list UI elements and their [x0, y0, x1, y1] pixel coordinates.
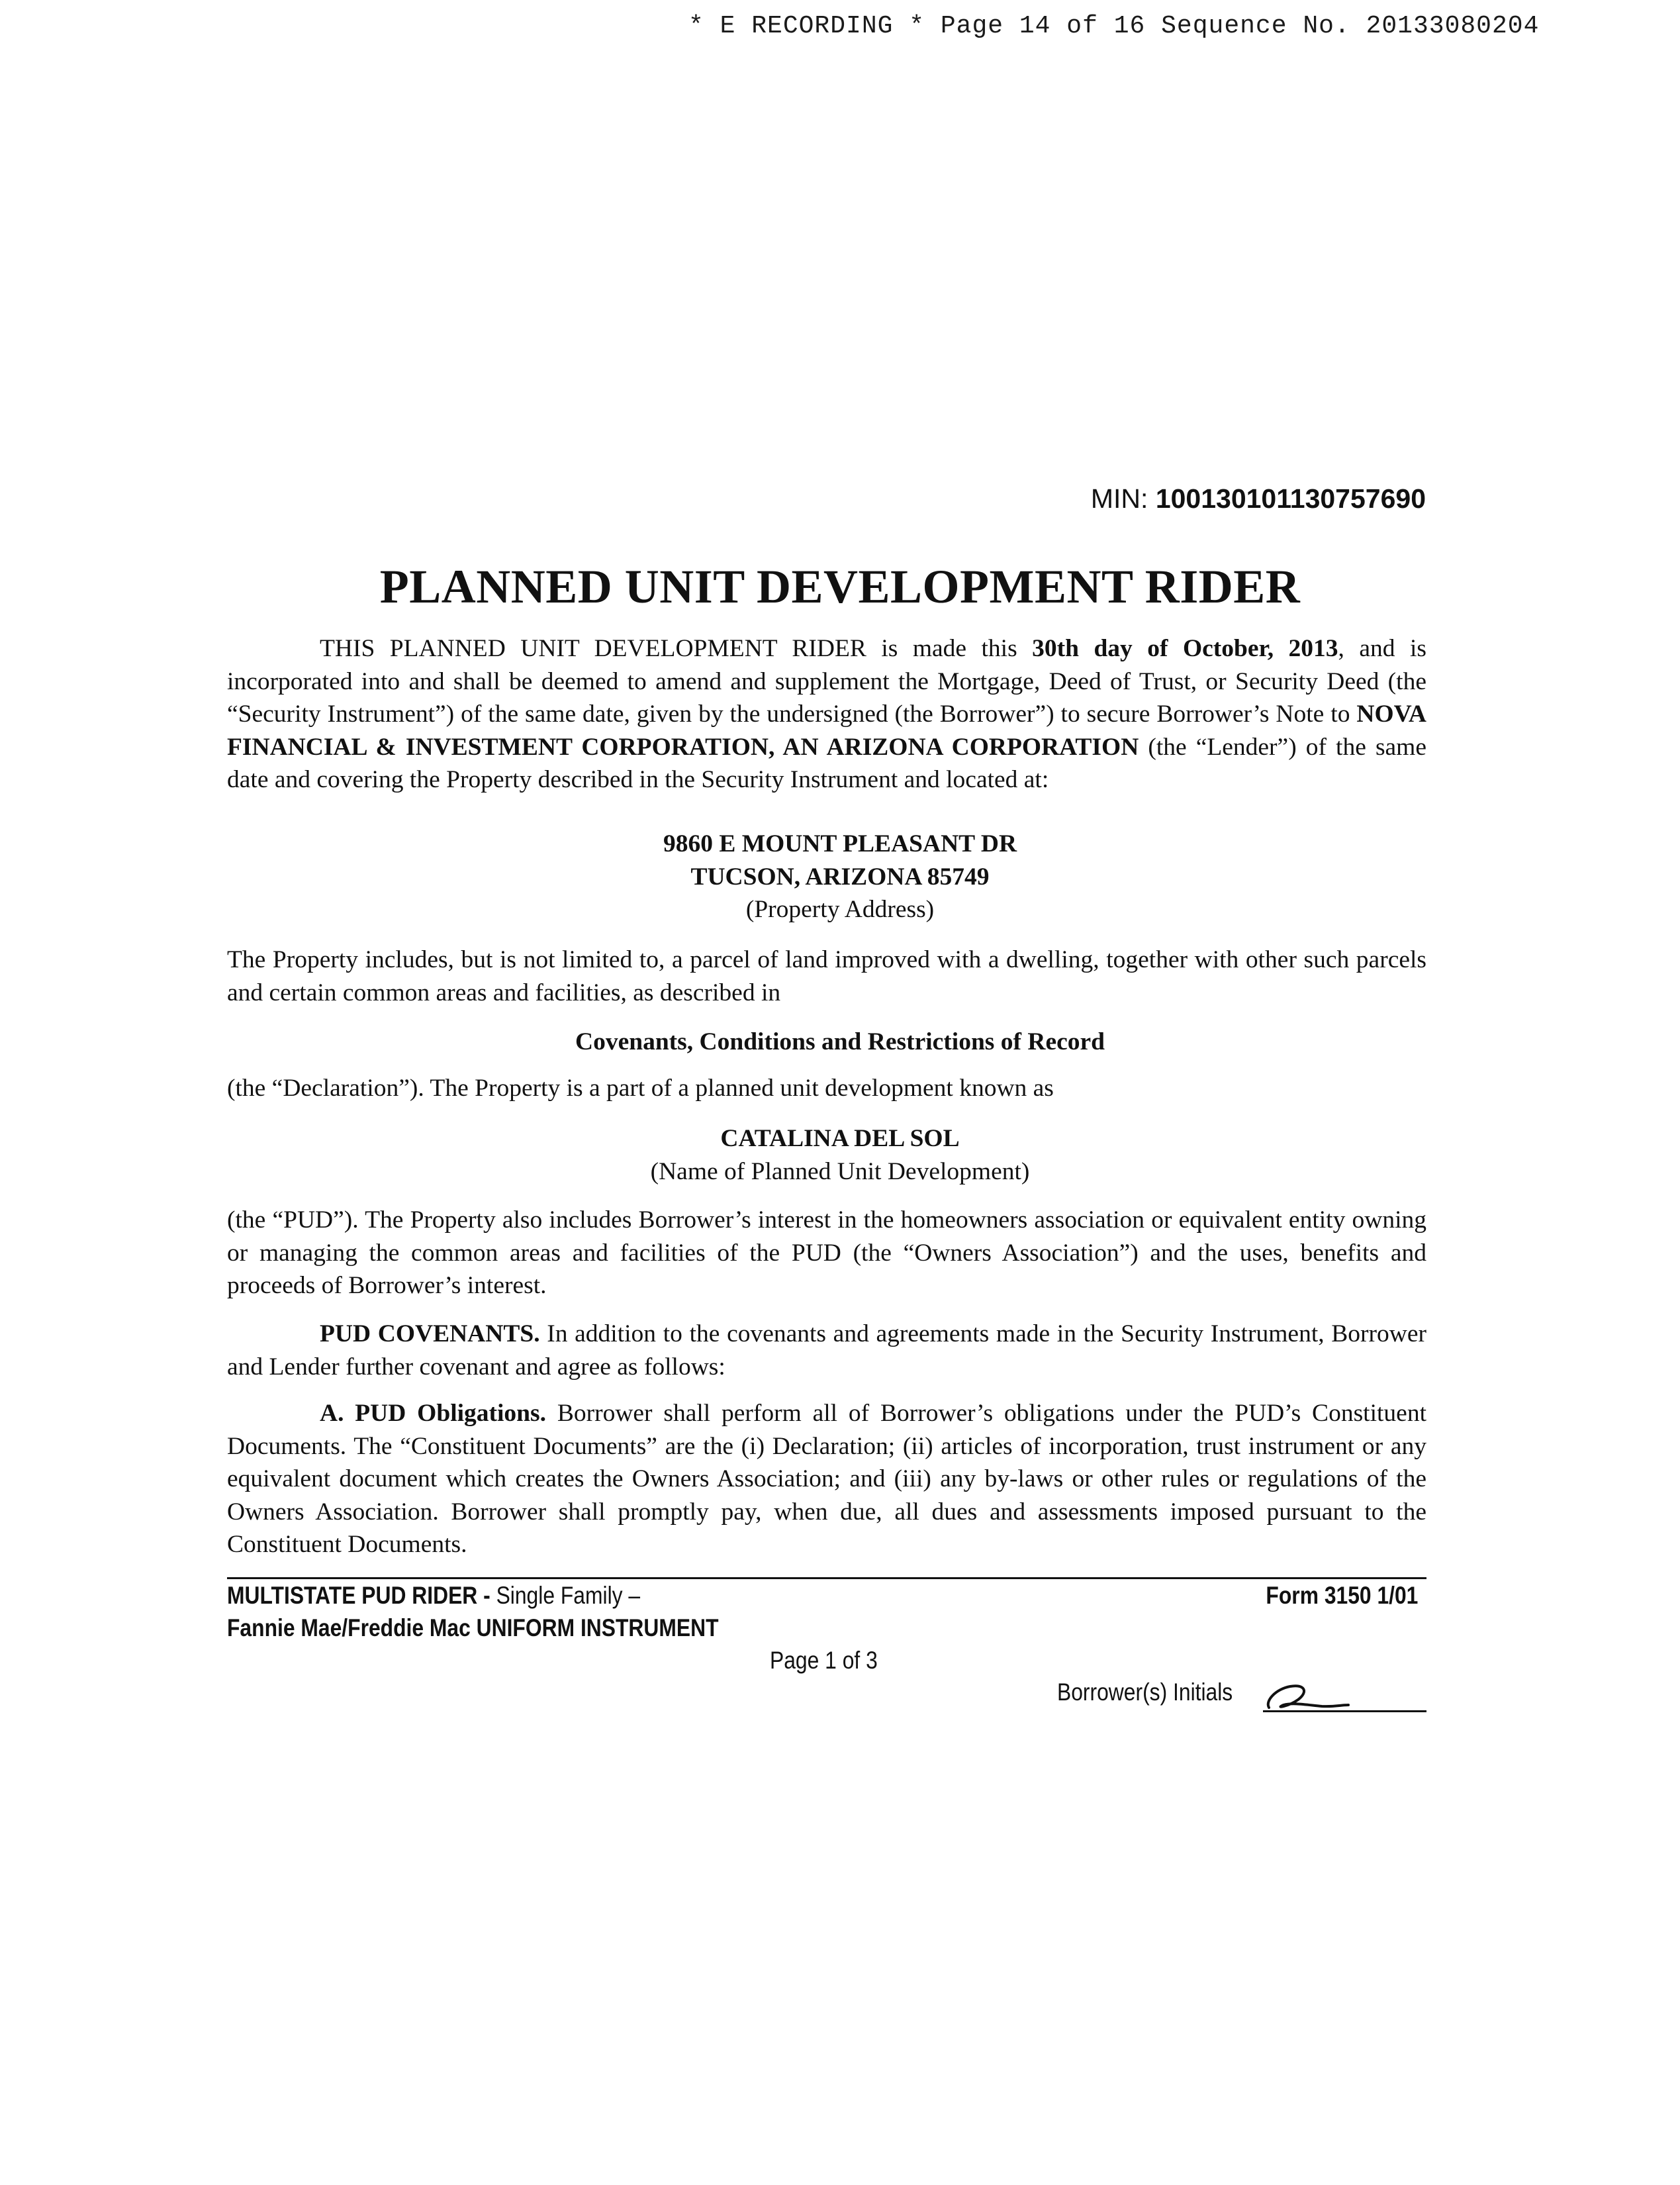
footer-form-number — [1266, 1582, 1418, 1610]
document-title: PLANNED UNIT DEVELOPMENT RIDER — [379, 560, 1301, 613]
intro-part3: (the “Lender”) of the same date and covering the Property described in the Security Instrument and located at: — [227, 733, 1426, 793]
pud-name: CATALINA DEL SOL — [720, 1125, 960, 1152]
address-caption: (Property Address) — [745, 896, 935, 923]
section-a-heading: A. PUD Obligations. — [320, 1400, 547, 1427]
page-number: Page 1 of 3 — [770, 1647, 878, 1674]
address-line2: TUCSON, ARIZONA 85749 — [690, 863, 990, 891]
covenants-text: In addition to the covenants and agreements made in the Security Instrument, Borrower and Lender further covenant and agree as follows: — [227, 1320, 1426, 1381]
covenants-heading: PUD COVENANTS. — [320, 1320, 540, 1347]
rider-date: 30th day of October, 2013 — [1032, 635, 1338, 662]
footer-form-title-bold: MULTISTATE PUD RIDER - — [227, 1582, 496, 1609]
footer-form-title — [227, 1582, 640, 1610]
property-address-block — [0, 828, 1680, 926]
declaration-title-block — [0, 1026, 1680, 1059]
recording-header: * E RECORDING * Page 14 of 16 Sequence No. 20133080204 — [688, 12, 1540, 40]
pud-caption: (Name of Planned Unit Development) — [650, 1157, 1030, 1185]
min-number: 100130101130757690 — [1155, 483, 1426, 514]
footer-form-number-text: Form 3150 1/01 — [1266, 1582, 1418, 1609]
pud-name-block — [0, 1122, 1680, 1188]
declaration-paragraph: (the “Declaration”). The Property is a part of a planned unit development known as — [227, 1075, 1054, 1102]
lender-name: NOVA FINANCIAL & INVESTMENT CORPORATION, AN ARIZONA CORPORATION — [227, 701, 1426, 761]
property-paragraph: The Property includes, but is not limited to, a parcel of land improved with a dwelling, together with other such parcels and certain common areas and facilities, as described in — [227, 946, 1426, 1006]
covenants-paragraph — [227, 1318, 1426, 1383]
initials-line — [1263, 1710, 1426, 1712]
section-a-text: Borrower shall perform all of Borrower’s obligations under the PUD’s Constituent Documents. The “Constituent Documents” are the (i) Declaration; (ii) articles of incorporation, trust instrument or any equivalent document which creates the Owners Association; and (iii) any by-laws or other rules or regulations of the Owners Association. Borrower shall promptly pay, when due, all dues and assessments imposed pursuant to the Constituent Documents. — [227, 1400, 1426, 1558]
intro-part1: THIS PLANNED UNIT DEVELOPMENT RIDER is made this — [320, 635, 1033, 662]
declaration-title: Covenants, Conditions and Restrictions of Record — [575, 1028, 1105, 1055]
intro-part2: , and is incorporated into and shall be deemed to amend and supplement the Mortgage, Deed of Trust, or Security Deed (the “Security Instrument”) of the same date, given by the undersigned (the Borrower”) to secure Borrower’s Note to — [227, 635, 1426, 728]
section-a-paragraph — [227, 1397, 1426, 1561]
footer-form-title-rest: Single Family – — [496, 1582, 641, 1609]
min-label: MIN: — [1090, 483, 1156, 514]
initials-signature — [1261, 1672, 1374, 1714]
footer-instrument-text: Fannie Mae/Freddie Mac UNIFORM INSTRUMENT — [227, 1614, 719, 1641]
footer-instrument — [227, 1614, 719, 1642]
initials-label: Borrower(s) Initials — [1057, 1678, 1233, 1706]
pud-paragraph: (the “PUD”). The Property also includes Borrower’s interest in the homeowners association or equivalent entity owning or managing the common areas and facilities of the PUD (the “Owners Association”) and the uses, benefits and proceeds of Borrower’s interest. — [227, 1206, 1426, 1299]
min-line — [1091, 483, 1426, 514]
address-line1: 9860 E MOUNT PLEASANT DR — [663, 830, 1017, 857]
footer-rule — [227, 1577, 1426, 1579]
intro-paragraph — [227, 632, 1426, 797]
